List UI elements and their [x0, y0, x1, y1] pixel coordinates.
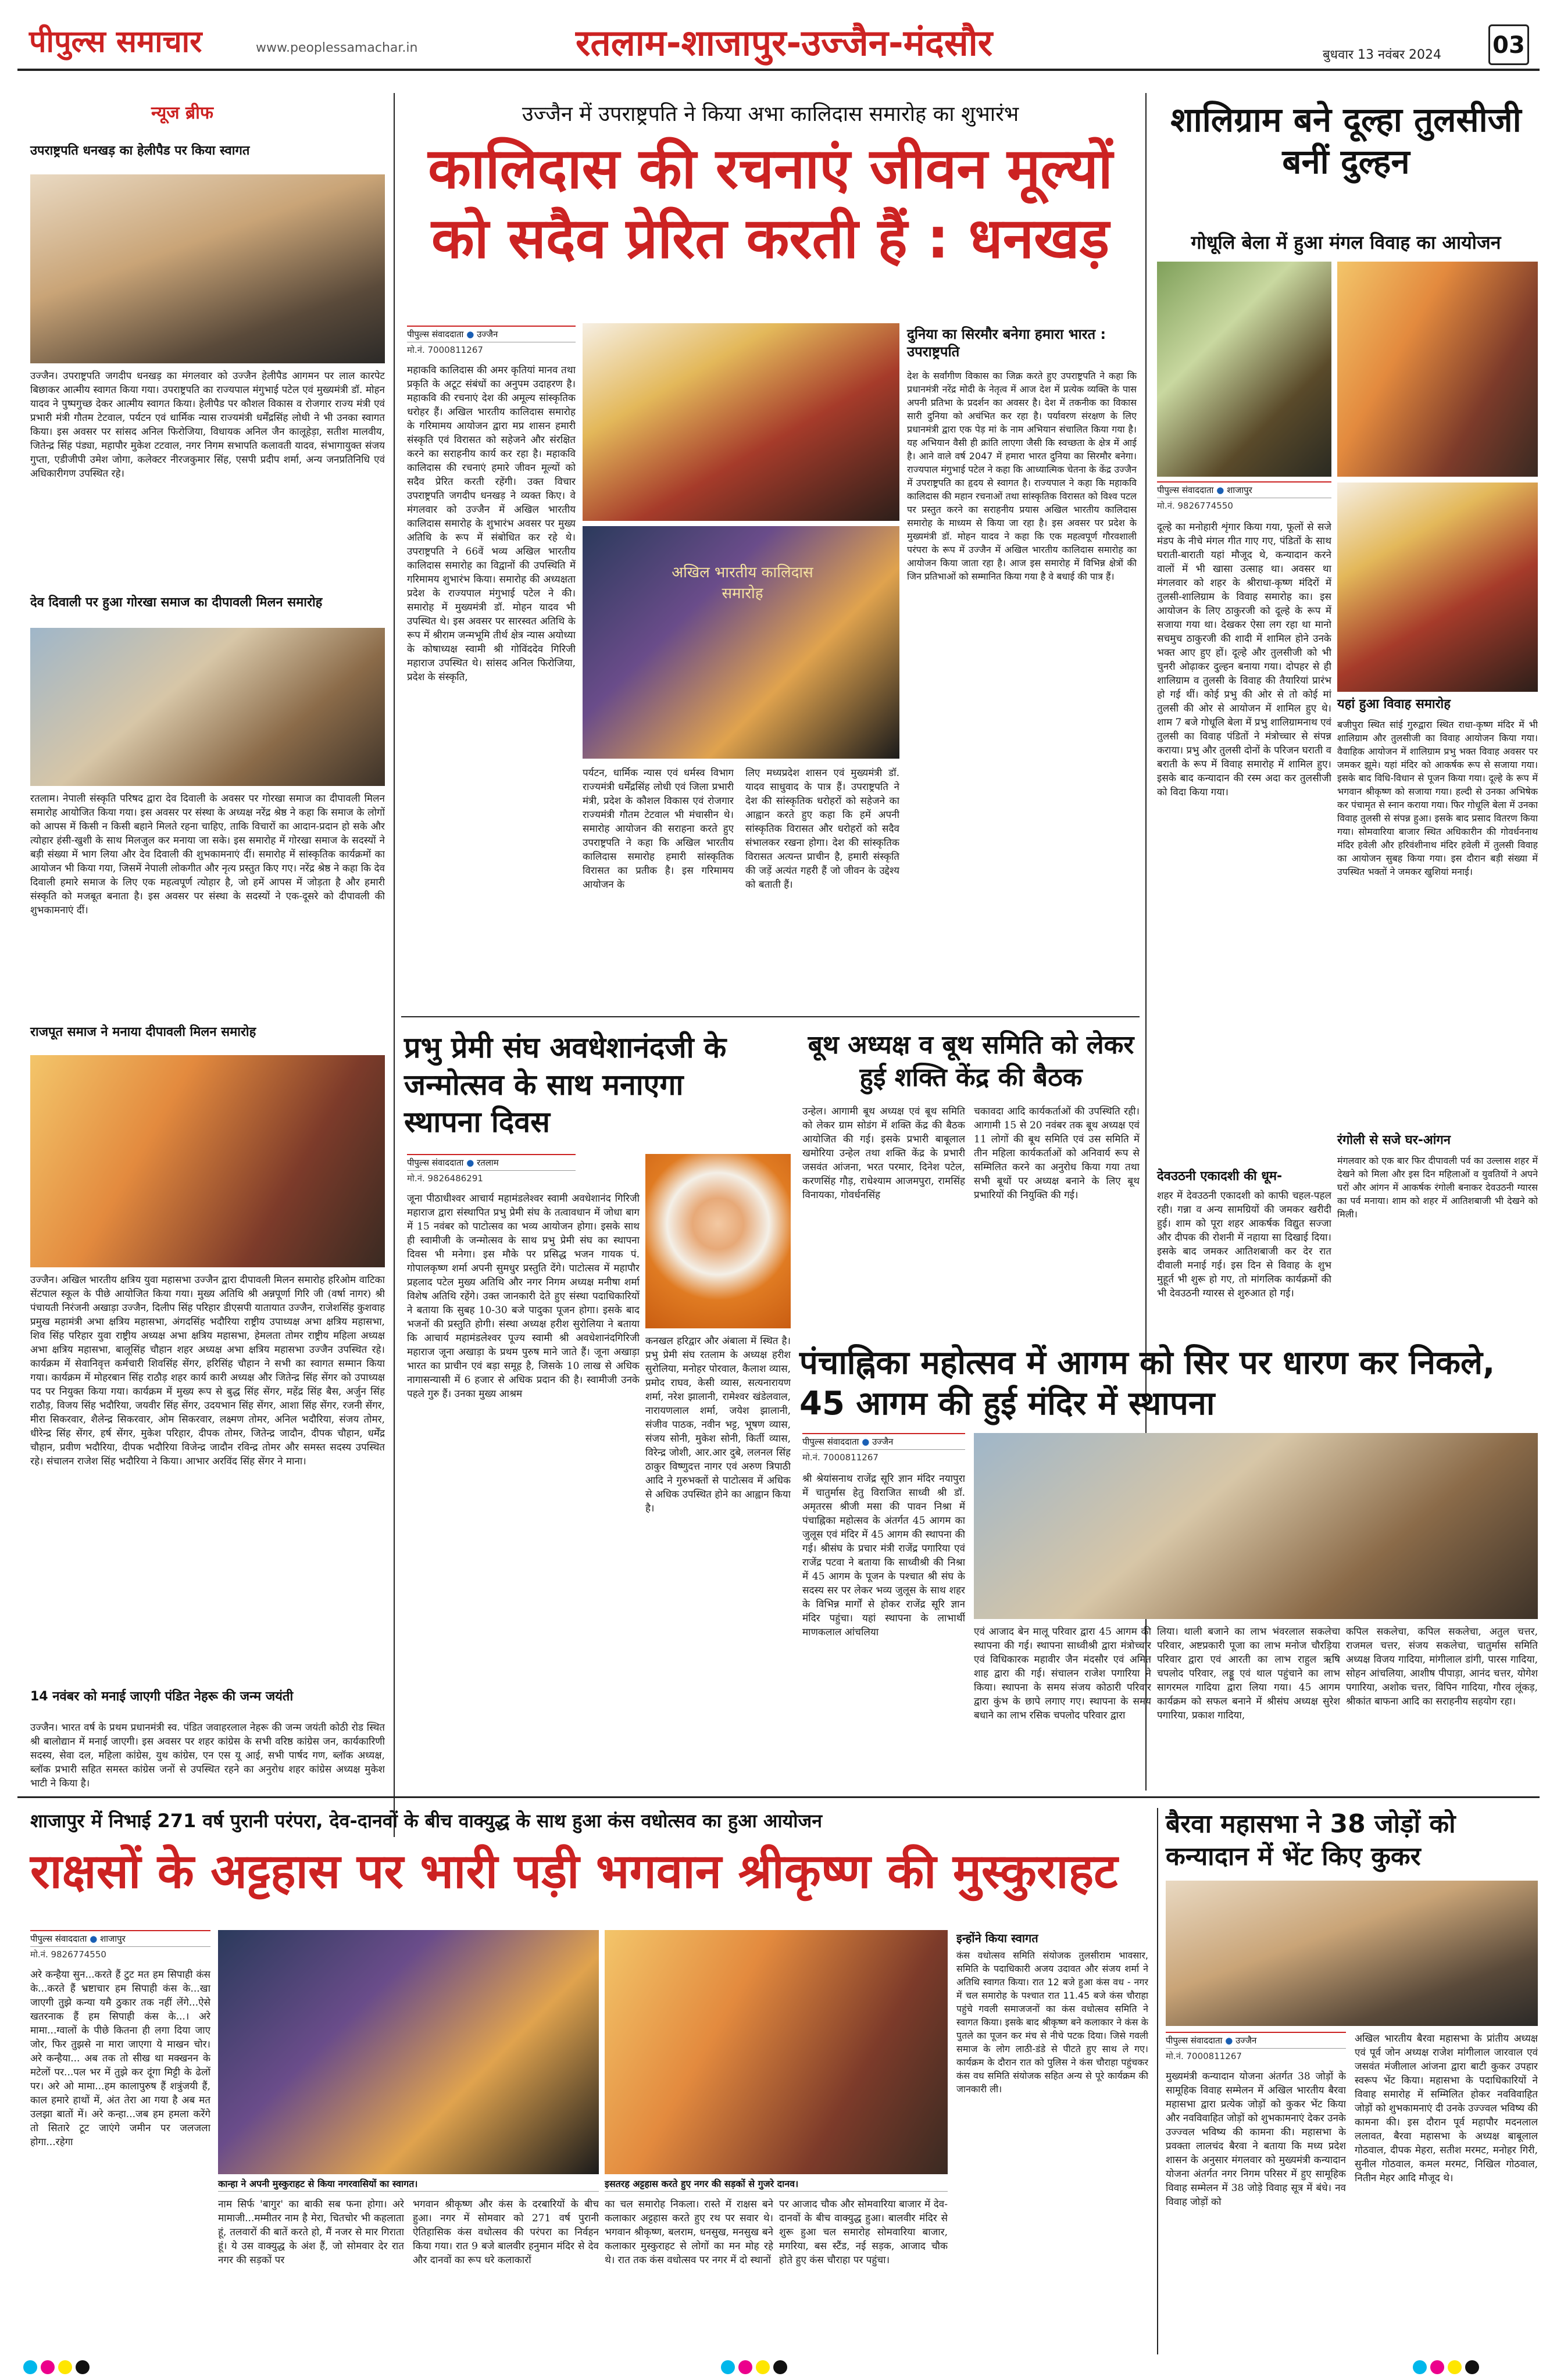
kalidas-banner-label: अखिल भारतीय कालिदास समारोह: [672, 564, 813, 602]
pancha-mobile: मो.नं. 7000811267: [802, 1452, 879, 1463]
lead-bottom-rule: [401, 1016, 1140, 1017]
brief-item4-text: उज्जैन। भारत वर्ष के प्रथम प्रधानमंत्री स्व. पंडित जवाहरलाल नेहरू की जन्म जयंती कोठी रोड स्थित श्री बालोद्यान में मनाई जाएगी। इस अवसर पर शहर कांग्रेस के सभी वरिष्ठ कांग्रेस जन, कार्यकारिणी सदस्य, सेवा दल, महिला कांग्रेस, युथ कांग्रेस, एन एस यू आई, सभी पार्षद गण, ब्लॉक अध्यक्ष, ब्लॉक प्रभारी सहित समस्त कांग्रेस जनों से उपस्थित रहने का अनुरोध शहर कांग्रेस अध्यक्ष मुकेश भाटी ने किया है।: [30, 1722, 385, 1789]
lead-col1: महाकवि कालिदास की अमर कृतियां मानव तथा प्रकृति के अटूट संबंधों का अनुपम उदाहरण है। महाकवि की रचनाएं देश की अमूल्य सांस्कृतिक धरोहर हैं। अखिल भारतीय कालिदास समारोह के गरिमामय आयोजन द्वारा मप्र शासन हमारी संस्कृति एवं विरासत को सहेजने और संरक्षित करने का सराहनीय कार्य कर रहा है। महाकवि कालिदास की रचनाएं हमारे जीवन मूल्यों को सदैव प्रेरित करती रहेंगी। उक्त विचार उपराष्ट्रपति जगदीप धनखड़ ने व्यक्त किए। वे मंगलवार को उज्जैन में अखिल भारतीय कालिदास समारोह के शुभारंभ अवसर पर मुख्य अतिथि के रूप में संबोधित कर रहे थे। उपराष्ट्रपति ने 66वें भव्य अखिल भारतीय कालिदास समारोह का विद्वानों की उपस्थिति में गरिमामय शुभारंभ किया। समारोह की अध्यक्षता प्रदेश के राज्यपाल मंगुभाई पटेल ने की। समारोह में मुख्यमंत्री डॉ. मोहन यादव भी उपस्थित थे। इस अवसर पर सारस्वत अतिथि के रूप में श्रीराम जन्मभूमि तीर्थ क्षेत्र न्यास अयोध्या के कोषाध्यक्ष स्वामी श्री गोविंददेव गिरिजी महाराज उपस्थित थे। सांसद अनिल फिरोजिया, प्रदेश के संस्कृति,: [407, 364, 576, 683]
lead-stage-photo: [583, 526, 899, 759]
prabhu-col2: कनखल हरिद्वार और अंबाला में स्थित है। प्रभु प्रेमी संघ रतलाम के अध्यक्ष हरीश सुरोलिया, मनोहर पोरवाल, कैलाश व्यास, प्रमोद राघव, केसी व्यास, सत्यनारायण शर्मा, नरेश झालानी, रामेश्वर खंडेलवाल, नारायणलाल शर्मा, जयेश झालानी, संजीव पाठक, नवीन भट्ट, भूषण व्यास, संजय सोनी, मुकेश सोनी, किर्ती व्यास, विरेन्द्र जोशी, आर.आर दुबे, ललनल सिंह ठाकुर विष्णुदत्त नागर एवं अरुण त्रिपाठी आदि ने गुरुभक्तों से पाटोत्सव में अधिक से अधिक उपस्थित होने का आह्वान किया है।: [645, 1335, 791, 1514]
shaligram-byline: [1157, 481, 1331, 498]
helipad-photo: [30, 174, 385, 363]
prabhu-byline: [407, 1154, 576, 1171]
location-dot-icon: ●: [466, 329, 474, 340]
lower-section-rule: [17, 1796, 1540, 1798]
rajput-photo: [30, 1055, 385, 1267]
pancha-photo: [974, 1433, 1538, 1619]
brief-item3-text: उज्जैन। अखिल भारतीय क्षत्रिय युवा महासभा उज्जैन द्वारा दीपावली मिलन समारोह हरिओम वाटिका सेंटपाल स्कूल के पीछे आयोजित किया गया। मुख्य अतिथि श्री अन्नपूर्णा गिरि जी (वर्षा नागर) श्री पंचायती निरंजनी अखाड़ा उज्जैन, दिलीप सिंह परिहार डीएसपी यातायात उज्जैन, राजेशसिंह कुशवाह प्रमुख महामंत्री अभा क्षत्रिय महासभा, अंगदसिंह भदौरिया राष्ट्रीय उपाध्यक्ष अभा क्षत्रिय महासभा, शिव सिंह परिहार युवा राष्ट्रीय अध्यक्ष अभा क्षत्रिय महासभा, हेमलता तोमर राष्ट्रीय महिला अध्यक्ष अभा क्षत्रिय महासभा, बालूसिंह चौहान शहर अध्यक्ष अभा क्षत्रिय महासभा उज्जैन उपस्थित रहे। कार्यक्रम में सेवानिवृत्त कर्मचारी शिवसिंह सेंगर, हरिसिंह चौहान ने सभी का स्वागत सम्मान किया गया। कार्यक्रम में मोहरबान सिंह राठौड़ शहर कार्य कारी अध्यक्ष और जितेन्द्र सिंह सेंगर को उपाध्यक्ष पद पर नियुक्त किया गया। कार्यक्रम में मुख्य रूप से बुद्ध सिंह सेंगर, महेंद्र सिंह बैस, अर्जुन सिंह राठौड़, विजय सिंह भदौरिया, जयवीर सिंह सेंगर, उदयभान सिंह सेंगर, आशा सिंह सेंगर, रजनी सेंगर, मीरा सिकरवार, शैलेन्द्र सिकरवार, ओम सिकरवार, लक्ष्मण तोमर, अनिल भदौरिया, संजय तोमर, धीरेन्द्र सिंह सेंगर, हर्ष सेंगर, मुकेश परिहार, दीपक तोमर, जितेन्द्र जादौन, दीपक चौहान, धर्मेंद्र चौहान, प्रवीण भदौरिया, दीपक भदौरिया विजेन्द्र जादौन रविन्द्र तोमर और समस्त सदस्य उपस्थित रहे। संचालन राजेश सिंह भदौरिया ने किया। आभार अरविंद सिंह सेंगर ने माना।: [30, 1274, 385, 1467]
prabhu-headline: प्रभु प्रेमी संघ अवधेशानंदजी के जन्मोत्सव के साथ मनाएगा स्थापना दिवस: [404, 1031, 727, 1139]
shaligram-photo-1: [1157, 262, 1331, 477]
shaligram-photo-2: [1337, 262, 1538, 477]
rangoli-text: मंगलवार को एक बार फिर दीपावली पर्व का उल्लास शहर में देखने को मिला और इस दिन महिलाओं व युवतियों ने अपने घरों और आंगन में आकर्षक रंगोली बनाकर देवउठनी ग्यारस का पर्व मनाया। शाम को शहर में आतिशबाजी भी देखने को मिली।: [1337, 1155, 1538, 1220]
pancha-byline-name: पीपुल्स संवाददाता: [802, 1436, 859, 1447]
shajapur-byline-name: पीपुल्स संवाददाता: [30, 1934, 87, 1944]
brief-item3-title: राजपूत समाज ने मनाया दीपावली मिलन समारोह: [30, 1025, 256, 1039]
krishna-photo-caption: कान्हा ने अपनी मुस्कुराहट से किया नगरवासियों का स्वागत।: [218, 2177, 599, 2192]
lead-mobile: मो.नं. 7000811267: [407, 345, 483, 355]
bairwa-col1: मुख्यमंत्री कन्यादान योजना अंतर्गत 38 जोड़ों के सामूहिक विवाह सम्मेलन में अखिल भारतीय बैरवा महासभा द्वारा प्रत्येक जोड़ों को कुकर भेंट किया और नवविवाहित जोड़ों को शुभकामनाएं देकर उनके उज्ज्वल भविष्य की कामना की। महासभा के प्रवक्ता लालचंद बैरवा ने बताया कि मध्य प्रदेश शासन के अनुसार मंगलवार को मुख्यमंत्री कन्यादान योजना अंतर्गत नगर निगम परिसर में हुए सामूहिक विवाह सम्मेलन में 38 जोड़े विवाह सूत्र में बंधे। नव विवाह जोड़ों को: [1166, 2071, 1346, 2208]
pancha-headline: पंचाह्निका महोत्सव में आगम को सिर पर धारण कर निकले, 45 आगम की हुई मंदिर में स्थापना: [799, 1344, 1495, 1423]
shaligram-headline: शालिग्राम बने दूल्हा तुलसीजी बनीं दुल्हन: [1170, 100, 1522, 181]
prabhu-mobile: मो.नं. 9826486291: [407, 1173, 483, 1184]
brief-item1-text: उज्जैन। उपराष्ट्रपति जगदीप धनखड़ का मंगलवार को उज्जैन हेलीपैड आगमन पर लाल कारपेट बिछाकर आत्मीय स्वागत किया गया। उपराष्ट्रपति का राज्यपाल मंगुभाई पटेल एवं मुख्यमंत्री डॉ. मोहन यादव ने पुष्पगुच्छ देकर आत्मीय स्वागत किया। हेलीपैड पर कौशल विकास व रोजगार राज्य मंत्री एवं प्रभारी मंत्री गौतम टेटवाल, पर्यटन एवं धार्मिक न्यास राज्यमंत्री धर्मेंद्रसिंह लोधी ने भी उनका स्वागत किया। इस अवसर पर सांसद अनिल फिरोजिया, विधायक अनिल जैन कालूहेड़ा, सतीश मालवीय, जितेन्द्र सिंह पंड्या, महापौर मुकेश टटवाल, नगर निगम सभापति कलावती यादव, संभागायुक्त संजय गुप्ता, एडीजीपी उमेश जोगा, कलेक्टर नीरजकुमार सिंह, एसपी प्रदीप शर्मा, अन्य जनप्रतिनिधि एवं अधिकारीगण उपस्थित रहे।: [30, 370, 385, 480]
location-dot-icon: ●: [1216, 485, 1224, 495]
registration-marks-center: [721, 2360, 849, 2374]
location-dot-icon: ●: [90, 1934, 98, 1944]
lead-side-text: देश के सर्वांगीण विकास का जिक्र करते हुए उपराष्ट्रपति ने कहा कि प्रधानमंत्री नरेंद्र मोदी के नेतृत्व में आज देश में प्रत्येक व्यक्ति के पास अपनी प्रतिभा के प्रदर्शन का अवसर है। देश में तकनीक का विकास सारी दुनिया को अचंभित कर रहा है। पर्यावरण संरक्षण के लिए प्रधानमंत्री द्वारा एक पेड़ मां के नाम अभियान संचालित किया गया है। यह अभियान वैसी ही क्रांति लाएगा जैसी कि स्वच्छता के क्षेत्र में आई है। आने वाले वर्ष 2047 में हमारा भारत दुनिया का सिरमौर बनेगा। राज्यपाल मंगुभाई पटेल ने कहा कि आध्यात्मिक चेतना के केंद्र उज्जैन में उपराष्ट्रपति का हृदय से स्वागत है। राज्यपाल ने कहा कि महाकवि कालिदास की महान रचनाओं तथा सांस्कृतिक विरासत को विश्व पटल पर प्रस्तुत करने का सराहनीय प्रयास अखिल भारतीय कालिदास समारोह के माध्यम से किया जा रहा है। इस अवसर पर प्रदेश के मुख्यमंत्री डॉ. मोहन यादव ने कहा कि एक महत्वपूर्ण गौरवशाली परंपरा के रूप में उज्जैन में अखिल भारतीय कालिदास समारोह का आयोजन किया जाता रहा है। आज इस समारोह में विभिन्न क्षेत्रों की जिन प्रतिभाओं को सम्मानित किया गया है वे बधाई की पात्र हैं।: [907, 370, 1137, 582]
prabhu-byline-city: रतलाम: [477, 1157, 499, 1168]
bairwa-divider: [1157, 1808, 1158, 2354]
brief-item2-title: देव दिवाली पर हुआ गोरखा समाज का दीपावली मिलन समारोह: [30, 595, 323, 610]
lead-lamp-photo: [583, 323, 899, 521]
rangoli-title: रंगोली से सजे घर-आंगन: [1337, 1133, 1451, 1148]
shajapur-col3: भगवान श्रीकृष्ण और कंस के दरबारियों के बीच हुआ। नगर में सोमवार को 271 वर्ष पुरानी ऐतिहासिक कंस वधोत्सव की परंपरा का निर्वहन किया गया। रात 9 बजे बालवीर हनुमान मंदिर से देव और दानवों का रूप धरे कलाकारों: [413, 2199, 599, 2266]
news-brief-label: न्यूज ब्रीफ: [151, 103, 213, 123]
edition-title: रतलाम-शाजापुर-उज्जैन-मंदसौर: [576, 22, 993, 64]
location-dot-icon: ●: [862, 1436, 870, 1447]
shaligram-photo-3: [1337, 483, 1538, 692]
pancha-byline: [802, 1433, 965, 1450]
yaha-text: बजीपुरा स्थित सांई गुरुद्वारा स्थित राधा-कृष्ण मंदिर में भी शालिग्राम और तुलसीजी का विवाह आयोजन किया गया। वैवाहिक आयोजन में शालिग्राम प्रभु भक्त विवाह अवसर पर जमकर झूमे। यहां मंदिर को आकर्षक रूप से सजाया गया। इसके बाद विधि-विधान से पूजन किया गया। दूल्हे के रूप में भगवान श्रीकृष्ण को सजाया गया। हल्दी से उनका अभिषेक कर पंचामृत से स्नान कराया गया। फिर गोधूलि बेला में उनका विवाह तुलसी से संपन्न हुआ। इसके बाद प्रसाद वितरण किया गया। सोमवारिया बाजार स्थित अधिकारीन की गोवर्धननाथ मंदिर हवेली और हरिवंशीनाथ मंदिर हवेली में तुलसी विवाह का आयोजन सुबह किया गया। इस दौरान बड़ी संख्या में उपस्थित भक्तों ने जमकर खुशियां मनाई।: [1337, 719, 1538, 877]
pancha-col1: श्री श्रेयांसनाथ राजेंद्र सूरि ज्ञान मंदिर नयापुरा में चातुर्मास हेतु विराजित साध्वी श्री डॉ. अमृतरस श्रीजी मसा की पावन निश्रा में पंचाह्निका महोत्सव के अंतर्गत 45 आगम का जुलूस एवं मंदिर में 45 आगम की स्थापना की गई। श्रीसंघ के प्रचार मंत्री राजेंद्र पगारिया एवं राजेंद्र पटवा ने बताया कि साध्वीश्री की निश्रा में 45 आगम के पूजन के पश्चात श्री संघ के सदस्य सर पर लेकर भव्य जुलूस के साथ शहर के विभिन्न मार्गों से होकर राजेंद्र सूरि ज्ञान मंदिर पहुंचा। यहां स्थापना के लाभार्थी माणकलाल आंचलिया: [802, 1473, 965, 1638]
shaligram-subhead: गोधूलि बेला में हुआ मंगल विवाह का आयोजन: [1191, 231, 1501, 253]
booth-headline: बूथ अध्यक्ष व बूथ समिति को लेकर हुई शक्ति केंद्र की बैठक: [808, 1030, 1134, 1092]
lead-headline: कालिदास की रचनाएं जीवन मूल्यों को सदैव प्रेरित करती हैं : धनखड़: [428, 136, 1113, 271]
brief-item1-title: उपराष्ट्रपति धनखड़ का हेलीपैड पर किया स्वागत: [30, 144, 250, 158]
paper-logo: पीपुल्स समाचार: [29, 24, 202, 59]
location-dot-icon: ●: [466, 1157, 474, 1168]
page-number: 03: [1488, 24, 1529, 65]
devuthni-title: देवउठनी एकादशी की धूम-: [1157, 1169, 1283, 1184]
shajapur-byline: [30, 1930, 210, 1947]
shajapur-col2: नाम सिर्फ 'बागुर' का बाकी सब फना होगा। अरे मामाजी...मम्मीतर नाम है मेरा, चितचोर भी कहलाता हूं, तलवारों की बातें करते हो, मैं नजर से मार गिराता हूं। ये उस वाक्युद्ध के अंश हैं, जो सोमवार देर रात नगर की सड़कों पर: [218, 2199, 404, 2266]
shajapur-mobile: मो.नं. 9826774550: [30, 1949, 106, 1960]
prabhu-byline-name: पीपुल्स संवाददाता: [407, 1157, 464, 1168]
prabhu-col1: जूना पीठाधीश्वर आचार्य महामंडलेश्वर स्वामी अवधेशानंद गिरिजी महाराज द्वारा संस्थापित प्रभु प्रेमी संघ के तत्वावधान में जोधा बाग में 15 नवंबर को पाटोत्सव का भव्य आयोजन होगा। इसके साथ ही स्वामीजी के जन्मोत्सव के साथ प्रभु प्रेमी संघ का स्थापना दिवस भी मनेगा। इस मौके पर प्रसिद्ध भजन गायक पं. गोपालकृष्ण शर्मा अपनी सुमधुर प्रस्तुति देंगे। पाटोत्सव में महापौर प्रहलाद पटेल मुख्य अतिथि और नगर निगम अध्यक्ष मनीषा शर्मा विशेष अतिथि रहेंगे। उक्त जानकारी देते हुए संस्था पदाधिकारियों ने बताया कि सुबह 10-30 बजे पादुका पूजन होगा। इसके बाद भजनों की प्रस्तुति होगी। संस्था अध्यक्ष हरीश सुरोलिया ने बताया कि आचार्य महामंडलेश्वर पूज्य स्वामी श्री अवधेशानंदगिरिजी महाराज जूना अखाड़ा के प्रथम पुरुष माने जाते हैं। जूना अखाड़ा भारत का प्राचीन एवं बड़ा समूह है, जिसके 10 लाख से अधिक नागासन्यासी में 6 हजार से अधिक प्रदान की है। स्वामीजी उनके पहले गुरु हैं। उनका मुख्य आश्रम: [407, 1193, 640, 1400]
shaligram-text1: दूल्हे का मनोहारी शृंगार किया गया, फूलों से सजे मंडप के नीचे मंगल गीत गाए गए, पंडितों के साथ घराती-बाराती यहां मौजूद थे, कन्यादान करने वालों में भी खासा उत्साह था। अवसर था मंगलवार को शहर के श्रीराधा-कृष्ण मंदिरों में तुलसी-शालिग्राम के विवाह समारोह का। इस आयोजन के लिए ठाकुरजी को दूल्हे के रूप में सजाया गया था। देखकर ऐसा लग रहा था मानो सचमुच ठाकुरजी की शादी में शामिल होने उनके भक्त आए हुए हों। दूल्हे और तुलसीजी को भी चुनरी ओढ़ाकर दुल्हन बनाया गया। दोपहर से ही शालिग्राम व तुलसी के विवाह की तैयारियां प्रारंभ हो गई थीं। कोई प्रभु की ओर से तो कोई मां तुलसी की ओर से आयोजन में शामिल हुए थे। शाम 7 बजे गोधूलि बेला में प्रभु शालिग्रामनाथ एवं तुलसी का विवाह पंडितों ने मंत्रोच्चार से संपन्न कराया। प्रभु और तुलसी दोनों के परिजन घराती व बराती के रूप में विवाह समारोह में शामिल हुए। इसके बाद कन्यादान की रस्म अदा कर तुलसीजी को विदा किया गया।: [1157, 521, 1331, 798]
booth-col2: चकावदा आदि कार्यकर्ताओं की उपस्थिति रही। आगामी 15 से 20 नवंबर तक बूथ अध्यक्ष एवं 11 लोगों की बूथ समिति एवं उस समिति में तीन महिला कार्यकर्ताओं को अनिवार्य रूप से सम्मिलित करने का अनुरोध किया गया तथा सभी बूथों पर अध्यक्ष बनाने के लिए बूथ प्रभारियों की नियुक्ति की गई।: [974, 1106, 1140, 1201]
pancha-byline-city: उज्जैन: [872, 1436, 894, 1447]
lead-byline-city: उज्जैन: [477, 329, 498, 340]
lead-col2: पर्यटन, धार्मिक न्यास एवं धर्मस्व विभाग राज्यमंत्री धर्मेंद्रसिंह लोधी एवं जिला प्रभारी मंत्री, प्रदेश के कौशल विकास एवं रोजगार राज्यमंत्री गौतम टेटवाल भी मंचासीन थे। समारोह आयोजन की सराहना करते हुए उपराष्ट्रपति ने कहा कि अखिल भारतीय कालिदास समारोह हमारी सांस्कृतिक विरासत का प्रतीक है। इस गरिमामय आयोजन के: [583, 767, 734, 891]
lead-kicker: उज्जैन में उपराष्ट्रपति ने किया अभा कालिदास समारोह का शुभारंभ: [522, 102, 1019, 126]
devuthni-text: शहर में देवउठनी एकादशी को काफी चहल-पहल रही। गन्ना व अन्य सामग्रियों की जमकर खरीदी हुई। शाम को पूरा शहर आकर्षक विद्युत सज्जा और दीपक की रोशनी में नहाया सा दिखाई दिया। इसके बाद जमकर आतिशबाजी कर देर रात दीवाली मनाई गई। इस दिन से विवाह के शुभ मुहूर्त भी शुरू हो गए, तो मांगलिक कार्यक्रमों की भी देवउठनी ग्यारस से शुरुआत हो गई।: [1157, 1190, 1331, 1299]
masthead-rule: [17, 69, 1540, 71]
bairwa-headline: बैरवा महासभा ने 38 जोड़ों को कन्यादान में भेंट किए कुकर: [1166, 1809, 1456, 1871]
swami-photo: [645, 1154, 791, 1328]
date: बुधवार 13 नवंबर 2024: [1323, 48, 1441, 62]
shajapur-side-title: इन्होंने किया स्वागत: [956, 1931, 1038, 1945]
booth-col1: उन्हेल। आगामी बूथ अध्यक्ष एवं बूथ समिति को लेकर ग्राम सोडंग में शक्ति केंद्र की बैठक आयोजित की गई। इसके प्रभारी बाबूलाल खमोरिया उन्हेल तथा शक्ति केंद्र के प्रभारी जसवंत आंजना, भरत परमार, दिनेश पटेल, करणसिंह गौड़, राधेश्याम आजमपुरा, रामसिंह विनायका, गोवर्धनसिंह: [802, 1106, 965, 1201]
lead-byline: [407, 326, 576, 342]
shajapur-col4: का चल समारोह निकला। रास्ते में राक्षस बने कलाकार अट्टहास करते हुए रथ पर सवार थे। भगवान श्रीकृष्ण, बलराम, धनसुख, मनसुख बने कलाकार मुस्कुराहट से लोगों का मन मोह रहे थे। रात तक कंस वधोत्सव पर नगर में दो स्थानों: [605, 2199, 773, 2266]
bairwa-photo: [1166, 1881, 1538, 2026]
shaligram-byline-name: पीपुल्स संवाददाता: [1157, 485, 1214, 495]
shaligram-byline-city: शाजापुर: [1227, 485, 1252, 495]
bairwa-col2: अखिल भारतीय बैरवा महासभा के प्रांतीय अध्यक्ष एवं पूर्व जोन अध्यक्ष राजेश मांगीलाल जारवाल एवं जसवंत मंजीलाल आंजना द्वारा बाटी कुकर उपहार स्वरूप भेंट किया। महासभा के पदाधिकारियों ने विवाह समारोह में सम्मिलित होकर नवविवाहित जोड़ों को शुभकामनाएं दी उनके उज्ज्वल भविष्य की कामना की। इस दौरान पूर्व महापौर मदनलाल ललावत, बैरवा महासभा के अध्यक्ष बाबूलाल गोठवाल, दीपक मेहरा, सतीश मरमट, मनोहर गिरी, सुनील गोठवाल, कमल मरमट, निखिल गोठवाल, नितीन मेहर आदि मौजूद थे।: [1355, 2033, 1538, 2184]
website[interactable]: www.peoplessamachar.in: [256, 41, 418, 55]
pancha-col2: एवं आजाद बेन मालू परिवार द्वारा 45 आगम की स्थापना की गई। स्थापना साध्वीश्री द्वारा मंत्रोच्चार एवं विधिकारक महावीर जैन मंदसौर एवं अमित शाह द्वारा की गई। संचालन राजेश पगारिया ने किया। स्थापना के समय संजय कोठारी परिवार द्वारा कुंभ के छापे लगाए गए। स्थापना के समय बधाने का लाभ रसिक चपलोद परिवार द्वारा: [974, 1626, 1151, 1721]
gorkha-photo: [30, 628, 385, 786]
demons-photo-caption: इसतरह अट्टहास करते हुए नगर की सड़कों से गुजरे दानव।: [605, 2177, 948, 2192]
brief-item4-title: 14 नवंबर को मनाई जाएगी पंडित नेहरू की जन्म जयंती: [30, 1689, 294, 1704]
registration-marks-left: [23, 2360, 151, 2374]
location-dot-icon: ●: [1225, 2035, 1233, 2046]
bairwa-byline-city: उज्जैन: [1235, 2035, 1257, 2046]
shajapur-kicker: शाजापुर में निभाई 271 वर्ष पुरानी परंपरा, देव-दानवों के बीच वाक्युद्ध के साथ हुआ कंस वधोत्सव का हुआ आयोजन: [30, 1810, 822, 1832]
krishna-photo: [218, 1930, 599, 2174]
bairwa-byline-name: पीपुल्स संवाददाता: [1166, 2035, 1223, 2046]
demons-photo: [605, 1930, 948, 2174]
pancha-col4: कपिल सकलेचा, कपिल सकलेचा, अतुल चत्तर, राजमल चत्तर, संजय सकलेचा, चातुर्मास समिति अध्यक्ष विजय गादिया, मांगीलाल डांगी, पारस गादिया, सोहन आंचलिया, आशीष पीपाड़ा, आनंद चत्तर, योगेश पगारिया, अशोक चत्तर, विपिन गादिया, गौरव लूंकड़, श्रीकांत बाफना आदि का सराहनीय सहयोग रहा।: [1346, 1626, 1538, 1707]
shajapur-col5: पर आजाद चौक और सोमवारिया बाजार में देव-दानवों के बीच वाक्युद्ध हुआ। बालवीर मंदिर से शुरू हुआ चल समारोह सोमवारिया बाजार, मगरिया, बस स्टैंड, नई सड़क, आजाद चौक होते हुए कंस चौराहा पर पहुंचा।: [779, 2199, 948, 2266]
masthead: [0, 0, 1557, 70]
lead-col3: लिए मध्यप्रदेश शासन एवं मुख्यमंत्री डॉ. यादव साधुवाद के पात्र हैं। उपराष्ट्रपति ने देश की सांस्कृतिक धरोहरों को सहेजने का आह्वान करते हुए कहा कि हमें अपनी सांस्कृतिक विरासत और धरोहरों को सदैव संभालकर रखना होगा। देश की सांस्कृतिक विरासत अत्यन्त प्राचीन है, हमारी संस्कृति की जड़ें अत्यंत गहरी हैं जो जीवन के उद्देश्य को बताती हैं।: [745, 767, 899, 891]
left-column-divider: [394, 93, 395, 1837]
registration-marks-right: [1413, 2360, 1541, 2374]
lead-byline-name: पीपुल्स संवाददाता: [407, 329, 464, 340]
brief-item2-text: रतलाम। नेपाली संस्कृति परिषद द्वारा देव दिवाली के अवसर पर गोरखा समाज का दीपावली मिलन समारोह आयोजित किया गया। इस अवसर पर संस्था के अध्यक्ष नरेंद्र श्रेष्ठ ने कहा कि समाज के लोगों को आपस में किसी न किसी बहाने मिलते रहना चाहिए, ताकि विचारों का आदान-प्रदान हो सके और त्योहार हंसी-खुशी के साथ मिलजुल कर मनाया जा सके। इस समारोह में गोरखा समाज के सदस्यों ने बड़ी संख्या में भाग लिया और देव दिवाली की शुभकामनाएं दीं। समारोह में सांस्कृतिक कार्यक्रमों का आयोजन भी किया गया, जिसमें नेपाली लोकगीत और नृत्य प्रस्तुत किए गए। नरेंद्र श्रेष्ठ ने कहा कि देव दिवाली हमारे समाज के लिए एक महत्वपूर्ण त्योहार है, जो हमें आपस में जोड़ता है और हमारी संस्कृति को मजबूत बनाता है। इस अवसर पर संस्था के सदस्यों ने एक-दूसरे को दीपावली की शुभकामनाएं दीं।: [30, 793, 385, 916]
yaha-title: यहां हुआ विवाह समारोह: [1337, 697, 1451, 712]
shaligram-mobile: मो.नं. 9826774550: [1157, 501, 1233, 511]
bairwa-mobile: मो.नं. 7000811267: [1166, 2051, 1242, 2061]
shajapur-side-text: कंस वधोत्सव समिति संयोजक तुलसीराम भावसार, समिति के पदाधिकारी अजय उदावत और संजय शर्मा ने अतिथि स्वागत किया। रात 12 बजे हुआ कंस वध - नगर में चल समारोह के पश्चात रात 11.45 बजे कंस चौराहा पहुंचे गवली समाजजनों का कंस वधोत्सव समिति ने स्वागत किया। इसके बाद श्रीकृष्ण बने कलाकार ने कंस के पुतले का पूजन कर मंच से नीचे पटक दिया। जिसे गवली समाज के लोग लाठी-डंडे से पीटते हुए साथ ले गए। कार्यक्रम के दौरान रात को पुलिस ने कंस चौराहा पहुंचकर कंस वध समिति संयोजक सहित अन्य से पूरे कार्यक्रम की जानकारी ली।: [956, 1950, 1148, 2095]
shajapur-headline: राक्षसों के अट्टहास पर भारी पड़ी भगवान श्रीकृष्ण की मुस्कुराहट: [30, 1844, 1118, 1899]
bairwa-byline: [1166, 2032, 1346, 2049]
pancha-col3: लिया। थाली बजाने का लाभ भंवरलाल सकलेचा परिवार, अष्टप्रकारी पूजा का लाभ मनोज चौरड़िया परिवार द्वारा एवं आरती का लाभ राहुल ऋषि चपलोद परिवार, लड्डू एवं थाल पहुंचाने का लाभ सागरमल गादिया द्वारा लिया गया। 45 आगम कार्यक्रम को सफल बनाने में श्रीसंघ अध्यक्ष सुरेश पगारिया, प्रकाश गादिया,: [1157, 1626, 1340, 1721]
lead-side-title: दुनिया का सिरमौर बनेगा हमारा भारत : उपराष्ट्रपति: [907, 326, 1106, 360]
shajapur-byline-city: शाजापुर: [100, 1934, 126, 1944]
shajapur-col1: अरे कन्हैया सुन...करते हैं टुट मत हम सिपाही कंस के...करते हैं भ्रष्टाचार हम सिपाही कंस के...खा जाएगी तुझे कन्या यमै ठुकार तक नहीं लेंगे...ऐसे खतरनाक हैं हम सिपाही कंस के...। अरे मामा...ग्वालों के पीछे कितना ही लगा दिया जाए जोर, फिर तुझसे ना मारा जाएगा ये माखन चोर। अरे कन्हैया... अब तक तो सीख था मक्खनन के मटेलों पर...पल भर में तुझे कर दूंगा मिट्टी के ढेलों पर। अरे ओ मामा...हम कालापुरुष हैं शत्रुंजयी हैं, काल हमारे हाथों में, अंत तेरा आ गया है अब मत उलझा बातों में। अरे कन्हा...जब हम हमला करेंगे तो सितारे टूट जाएंगे जमीन पर जलजला होगा...रहेगा: [30, 1969, 210, 2148]
